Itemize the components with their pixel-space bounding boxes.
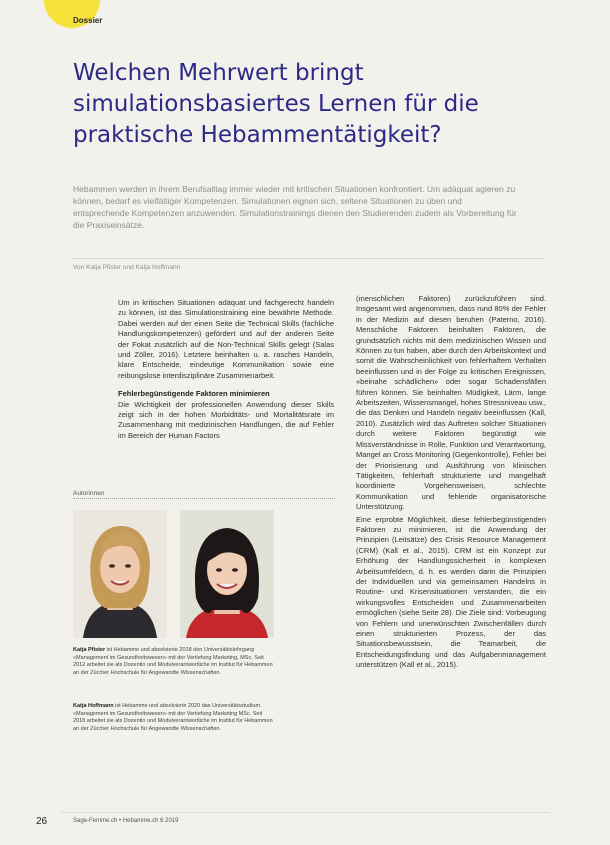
article-byline: Von Katja Pfister und Katja Hoffmann (73, 264, 181, 271)
author-name: Katja Pfister (73, 647, 106, 653)
paragraph: Eine erprobte Möglichkeit, diese fehlerbegünstigenden Faktoren zu minimieren, ist die Anwendung der Prinzipien (Leitsätze) des Crisis Resource Management (CRM) (Kall et al., 2015). CRM ist ein Konzept zur Erhöhung der Handlungssicherheit in komplexen Arbeitsumfeldern, d. h. es werden darin die Prinzipien der Individuellen und via gemeinsamen Handelns in Routine- und Krisensituationen verstanden, die ein wirkungsvolles Entscheiden und Zusammenarbeiten ermöglichen (siehe Seite 28). Die Ziele sind: Vorbeugung von Fehlern und unerwünschten Zwischenfällen durch einen strukturierten Prozess, der das Situationsbewusstsein, die Teamarbeit, die Entscheidungsfindung und das Aufgabenmanagement unterstützen (Kall et al., 2015). (356, 514, 546, 670)
author-bio: ist Hebamme und absolvierte 2020 das Universitätsstudium «Management im Gesundheitswesen» mit der Vertiefung Marketing MSc. Seit 2018 arbeitet sie als Dozentin und Modulverantwortliche im Institut für Hebammen an der Zürcher Hochschule für Angewandte Wissenschaften. (73, 703, 273, 732)
publication-footer: Sage-Femme.ch • Hebamme.ch 6 2019 (73, 818, 179, 824)
author-photo-1 (73, 510, 167, 638)
author-bio: ist Hebamme und absolvierte 2018 den Universitätslehrgang «Management im Gesundheitswesen» mit der Vertiefung Marketing, MSc. Seit 2012 arbeitet sie als Dozentin und Modulverantwortliche im Institut für Hebammen an der Zürcher Hochschule für Angewandte Wissenschaften. (73, 647, 273, 676)
page-number: 26 (36, 816, 48, 827)
body-column-right (356, 294, 546, 671)
section-label: Dossier (73, 16, 103, 25)
authors-label: Autorinnen (73, 490, 105, 497)
subheading: Fehlerbegünstigende Faktoren minimieren (118, 389, 270, 399)
byline-divider (73, 258, 543, 259)
author-photo-2 (180, 510, 274, 638)
paragraph: (menschlichen Faktoren) zurückzuführen sind. Insgesamt wird angenommen, dass rund 80% der Fehler in der Medizin auf diesen beruhen (Paterno, 2016). Menschliche Faktoren beinhalten Faktoren, die grundsätzlich nichts mit dem medizinischen Wissen und Können zu tun haben, aber durch den Arbeitskontext und somit die Wahrscheinlichkeit von fehlerhaftem Verhalten beeinflussen und in der Folge zu kritischen Ereignissen, «beinahe schädlichen» oder sogar Schadensfällen führen können. Sie beinhalten Müdigkeit, Lärm, lange Arbeitszeiten, Wissensmangel, hohes Stressniveau usw., die das Denken und Handeln negativ beeinflussen (Kall, 2010). Zusätzlich wird das Auftreten solcher Situationen durch weitere Faktoren begünstigt wie Missverständnisse in Rolle, Funktion und Verantwortung, Mangel an Cross Monitoring (Gegenkontrolle), Fehler bei der Priorisierung und Ausführung von klinischen Tätigkeiten, fehlerhaft strukturierte und mangelhaft koordinierte Vorgehensweisen, schlechte Kommunikation und fehlende organisatorische Unterstützung. (356, 294, 546, 512)
paragraph: Um in kritischen Situationen adäquat und fachgerecht handeln zu können, ist das Simulationstraining eine bewährte Methode. Dabei werden auf der einen Seite die Technical Skills (fachliche Handlungskompetenzen) gefördert und auf der anderen Seite der Fokat zusätzlich auf die Non-Technical Skills gelegt (Salas und Zöller, 2016). Letztere beinhalten u. a. rasches Handeln, klare Entscheide, eindeutige Kommunikation sowie eine reibungslose interdisziplinäre Zusammenarbeit. (118, 298, 334, 380)
footer-divider (60, 812, 550, 813)
paragraph: Die Wichtigkeit der professionellen Anwendung dieser Skills zeigt sich in der hohen Morbiditäts- und Mortalitätsrate im Zusammenhang mit medizinischen Handlungen, die auf Fehler im Bereich der Human Factors (118, 399, 334, 440)
article-lead: Hebammen werden in ihrem Berufsalltag immer wieder mit kritischen Situationen konfrontiert. Um adäquat agieren zu können, bedarf es vielfältiger Kompetenzen. Simulationen eignen sich, seltene Situationen zu üben und entsprechende Kompetenzen anzuwenden. Simulationstrainings dienen den Studierenden zudem als Vorbereitung für die Praxiseinsätze. (73, 184, 517, 230)
article-title: Welchen Mehrwert bringt simulationsbasiertes Lernen für die praktische Hebammentätigkeit? (73, 60, 479, 148)
authors-divider (73, 498, 335, 499)
author-caption-2 (73, 703, 273, 733)
body-column-left (118, 298, 334, 441)
author-caption-1 (73, 647, 273, 677)
author-name: Katja Hoffmann (73, 703, 114, 709)
